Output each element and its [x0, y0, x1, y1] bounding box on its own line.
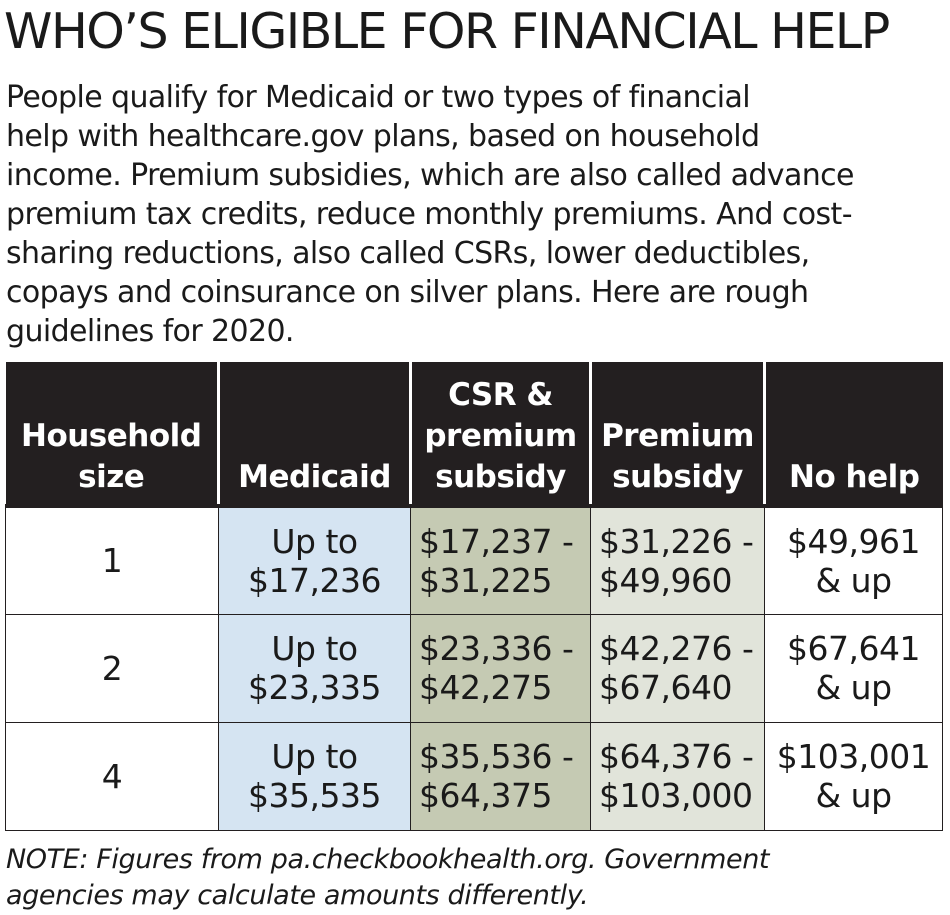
header-premium-subsidy — [591, 362, 765, 506]
header-text: premium — [424, 418, 577, 454]
cell-text: $42,276 - — [599, 629, 754, 668]
cell-text: $23,336 - — [419, 629, 574, 668]
footnote — [6, 842, 946, 914]
cell-text: & up — [815, 668, 892, 707]
header-medicaid — [219, 362, 411, 506]
cell-text: $49,961 — [787, 521, 920, 561]
cell-no-help — [765, 722, 943, 830]
cell-text: $67,640 — [599, 668, 732, 707]
intro-line: copays and coinsurance on silver plans. Here are rough — [6, 275, 809, 310]
cell-text: $64,375 — [419, 776, 552, 815]
cell-premium-subsidy — [591, 614, 765, 722]
cell-medicaid — [219, 506, 411, 614]
cell-text: $42,275 — [419, 668, 552, 707]
header-text: size — [78, 459, 145, 495]
footnote-line: NOTE: Figures from pa.checkbookhealth.org. Government — [6, 844, 770, 875]
cell-csr-premium — [411, 506, 591, 614]
cell-medicaid — [219, 614, 411, 722]
intro-line: help with healthcare.gov plans, based on household — [6, 119, 760, 154]
cell-text: $35,536 - — [419, 737, 574, 776]
eligibility-table — [5, 362, 943, 831]
table-header-row — [6, 362, 943, 506]
header-text: Household — [21, 418, 202, 454]
table-row — [6, 614, 943, 722]
cell-household-size: 1 — [6, 506, 219, 614]
cell-household-size: 2 — [6, 614, 219, 722]
table-row — [6, 506, 943, 614]
cell-no-help — [765, 506, 943, 614]
cell-no-help — [765, 614, 943, 722]
cell-text: $67,641 — [787, 629, 920, 668]
cell-csr-premium — [411, 722, 591, 830]
cell-premium-subsidy — [591, 506, 765, 614]
header-text: No help — [789, 459, 920, 495]
cell-text: $103,001 — [776, 737, 931, 776]
cell-text: Up to — [271, 521, 358, 561]
cell-text: $31,225 — [419, 560, 552, 600]
header-text: CSR & — [448, 377, 553, 413]
cell-text: Up to — [271, 737, 358, 776]
cell-medicaid — [219, 722, 411, 830]
footnote-line: agencies may calculate amounts differently. — [6, 880, 589, 911]
cell-text: & up — [815, 776, 892, 815]
header-text: Medicaid — [238, 459, 391, 495]
cell-text: $17,236 — [248, 560, 381, 600]
header-text: subsidy — [612, 459, 743, 495]
intro-line: premium tax credits, reduce monthly premiums. And cost- — [6, 197, 852, 232]
cell-text: $35,535 — [248, 776, 381, 815]
cell-text: $64,376 - — [599, 737, 754, 776]
cell-csr-premium — [411, 614, 591, 722]
cell-text: $49,960 — [599, 560, 732, 600]
header-household-size — [6, 362, 219, 506]
cell-text: Up to — [271, 629, 358, 668]
intro-line: sharing reductions, also called CSRs, lower deductibles, — [6, 236, 810, 271]
intro-line: income. Premium subsidies, which are also called advance — [6, 158, 854, 193]
cell-text: $17,237 - — [419, 521, 574, 561]
intro-line: guidelines for 2020. — [6, 314, 294, 349]
header-text: Premium — [601, 418, 754, 454]
table-row — [6, 722, 943, 830]
cell-text: & up — [815, 560, 892, 600]
header-text: subsidy — [435, 459, 566, 495]
cell-household-size: 4 — [6, 722, 219, 830]
cell-text: $31,226 - — [599, 521, 754, 561]
page-title: WHO’S ELIGIBLE FOR FINANCIAL HELP — [4, 3, 889, 60]
header-no-help — [765, 362, 943, 506]
header-csr-premium-subsidy — [411, 362, 591, 506]
cell-premium-subsidy — [591, 722, 765, 830]
intro-line: People qualify for Medicaid or two types of financial — [6, 80, 751, 115]
cell-text: $23,335 — [248, 668, 381, 707]
intro-paragraph — [6, 78, 946, 351]
cell-text: $103,000 — [599, 776, 753, 815]
